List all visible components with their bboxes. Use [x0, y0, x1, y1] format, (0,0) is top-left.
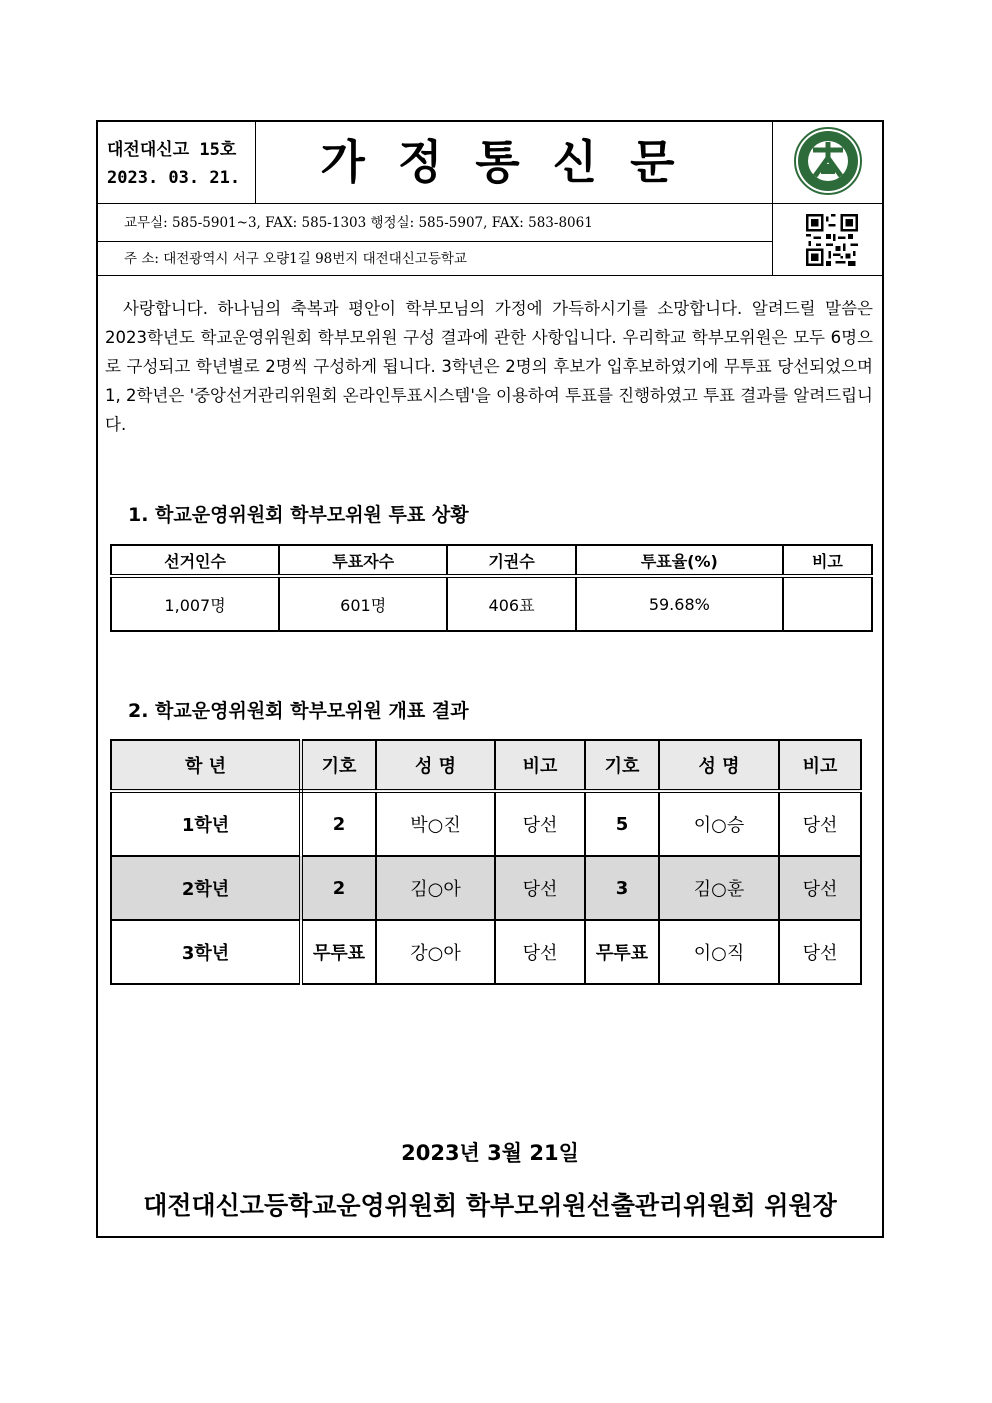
table-header-row [111, 545, 872, 576]
voting-status-table [110, 544, 873, 632]
table-cell: 3학년 [111, 920, 301, 984]
table-cell: 1,007명 [111, 576, 279, 631]
table-row [111, 791, 861, 856]
intro-text: 사랑합니다. 하나님의 축복과 평안이 학부모님의 가정에 가득하시기를 소망합니다. 알려드릴 말씀은 2023학년도 학교운영위원회 학부모위원 구성 결과에 관한 사항입니다. 우리학교 학부모위원은 모두 6명으로 구성되고 학년별로 2명씩 구성하게 됩니다. 3학년은 2명의 후보가 입후보하였기에 무투표 당선되었으며 1, 2학년은 '중앙선거관리위원회 온라인투표시스템'을 이용하여 투표를 진행하였고 투표 결과를 알려드립니다. [105, 299, 873, 434]
table-cell: 59.68% [576, 576, 783, 631]
table-cell: 김○아 [376, 856, 495, 920]
document-frame [96, 120, 884, 1238]
table-header-row [111, 740, 861, 791]
table-row [111, 920, 861, 984]
section2-heading: 2. 학교운영위원회 학부모위원 개표 결과 [128, 700, 469, 722]
table-cell: 박○진 [376, 791, 495, 856]
table-cell: 김○훈 [659, 856, 779, 920]
count-result-table [110, 739, 862, 985]
table-header: 투표자수 [279, 545, 447, 576]
contact-line: 교무실: 585-5901~3, FAX: 585-1303 행정실: 585-5907, FAX: 583-8061 [98, 204, 772, 242]
issue-info [98, 122, 256, 204]
qr-code-icon[interactable] [806, 214, 858, 266]
issue-number: 대전대신고 15호 [107, 140, 237, 160]
issue-date: 2023. 03. 21. [107, 168, 241, 188]
signature-line: 대전대신고등학교운영위원회 학부모위원선출관리위원회 위원장 [143, 1191, 837, 1220]
letterhead [98, 122, 882, 275]
table-cell: 이○직 [659, 920, 779, 984]
table-header: 비고 [779, 740, 861, 791]
school-emblem-icon [773, 122, 883, 204]
table-header: 학 년 [111, 740, 301, 791]
table-cell: 강○아 [376, 920, 495, 984]
qr-cell [772, 204, 882, 276]
issue-date-footer: 2023년 3월 21일 [401, 1141, 579, 1165]
document-title: 가정통신문 [256, 122, 772, 204]
section1-heading: 1. 학교운영위원회 학부모위원 투표 상황 [128, 504, 469, 526]
table-header: 기호 [585, 740, 659, 791]
table-cell: 2학년 [111, 856, 301, 920]
table-cell: 당선 [779, 920, 861, 984]
table-header: 비고 [783, 545, 872, 576]
table-cell: 무투표 [585, 920, 659, 984]
logo-cell [772, 122, 882, 204]
table-cell: 5 [585, 791, 659, 856]
table-cell: 당선 [779, 856, 861, 920]
table-cell: 2 [301, 856, 376, 920]
table-cell: 3 [585, 856, 659, 920]
intro-paragraph [105, 294, 873, 439]
table-header: 선거인수 [111, 545, 279, 576]
table-cell: 406표 [447, 576, 576, 631]
table-header: 기권수 [447, 545, 576, 576]
table-cell: 당선 [495, 791, 585, 856]
table-cell: 601명 [279, 576, 447, 631]
table-row [111, 856, 861, 920]
table-header: 비고 [495, 740, 585, 791]
table-cell: 이○승 [659, 791, 779, 856]
table-cell: 2 [301, 791, 376, 856]
table-cell: 당선 [495, 920, 585, 984]
address-line: 주 소: 대전광역시 서구 오량1길 98번지 대전대신고등학교 [98, 242, 772, 276]
table-cell: 무투표 [301, 920, 376, 984]
table-header: 기호 [301, 740, 376, 791]
table-header: 성 명 [659, 740, 779, 791]
table-header: 투표율(%) [576, 545, 783, 576]
table-cell: 당선 [495, 856, 585, 920]
table-cell [783, 576, 872, 631]
table-row [111, 576, 872, 631]
table-cell: 1학년 [111, 791, 301, 856]
table-cell: 당선 [779, 791, 861, 856]
table-header: 성 명 [376, 740, 495, 791]
